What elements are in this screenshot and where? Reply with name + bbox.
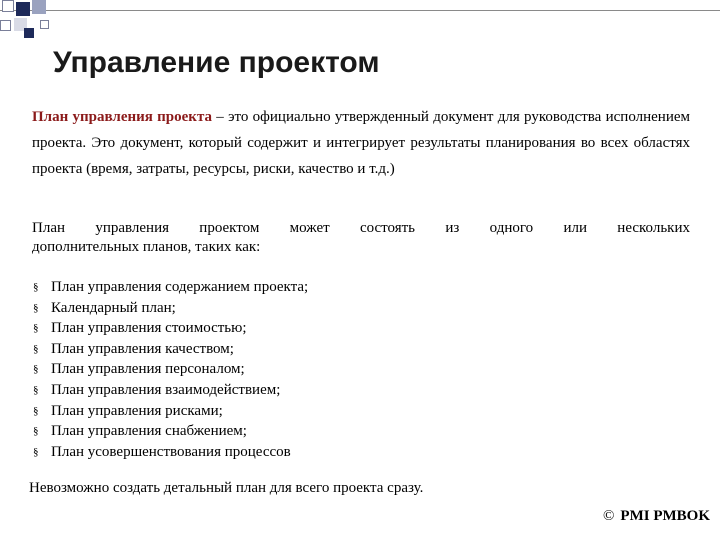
list-item-text: План управления снабжением;: [51, 423, 247, 440]
list-item-text: План управления стоимостью;: [51, 320, 247, 337]
header-line: [0, 10, 720, 11]
intro-line-1: План управления проектом может состоять из одного или нескольких: [32, 220, 690, 236]
deco-square: [2, 0, 14, 12]
list-item: [33, 298, 308, 319]
bullet-icon: §: [33, 281, 39, 293]
deco-square: [24, 28, 34, 38]
bullet-icon: §: [33, 383, 39, 396]
list-item: [33, 339, 308, 360]
bullet-icon: §: [33, 425, 39, 438]
source-credit: [603, 508, 710, 525]
deco-square: [0, 20, 11, 31]
copyright-symbol: ©: [603, 508, 615, 524]
list-item-text: План управления содержанием проекта;: [51, 279, 309, 295]
intro-paragraph: [32, 219, 690, 257]
defined-term: План управления проекта: [32, 109, 213, 125]
bullet-icon: §: [33, 445, 39, 458]
list-item: [33, 421, 308, 442]
bullet-icon: §: [33, 363, 39, 376]
definition-paragraph: [32, 104, 690, 182]
list-item: [33, 380, 308, 401]
bullet-icon: §: [33, 322, 39, 335]
list-item-text: План управления взаимодействием;: [51, 381, 281, 398]
list-item-text: План управления рисками;: [51, 402, 223, 419]
list-item: [33, 359, 308, 380]
source-name: PMI PMBOK: [620, 508, 710, 524]
list-item: [33, 318, 308, 339]
list-item: [33, 401, 308, 422]
page-title: Управление проектом: [53, 46, 380, 79]
plan-list: [33, 277, 308, 462]
list-item-text: План управления качеством;: [51, 340, 234, 357]
definition-text: – это официально утвержденный документ для руководства исполнением проекта. Это документ, который содержит и интегрирует результаты планирования во всех областях проекта (время, затраты, ресурсы, риски, качество и т.д.): [32, 109, 690, 177]
bullet-icon: §: [33, 342, 39, 355]
list-item: [33, 442, 308, 463]
deco-square: [32, 0, 46, 14]
intro-line-2: дополнительных планов, таких как:: [32, 239, 261, 255]
list-item: [33, 277, 308, 298]
closing-statement: Невозможно создать детальный план для всего проекта сразу.: [29, 480, 424, 496]
list-item-text: План усовершенствования процессов: [51, 443, 291, 460]
list-item-text: Календарный план;: [51, 299, 176, 316]
bullet-icon: §: [33, 301, 39, 314]
list-item-text: План управления персоналом;: [51, 361, 245, 378]
bullet-icon: §: [33, 404, 39, 417]
deco-square: [16, 2, 30, 16]
deco-square: [40, 20, 49, 29]
